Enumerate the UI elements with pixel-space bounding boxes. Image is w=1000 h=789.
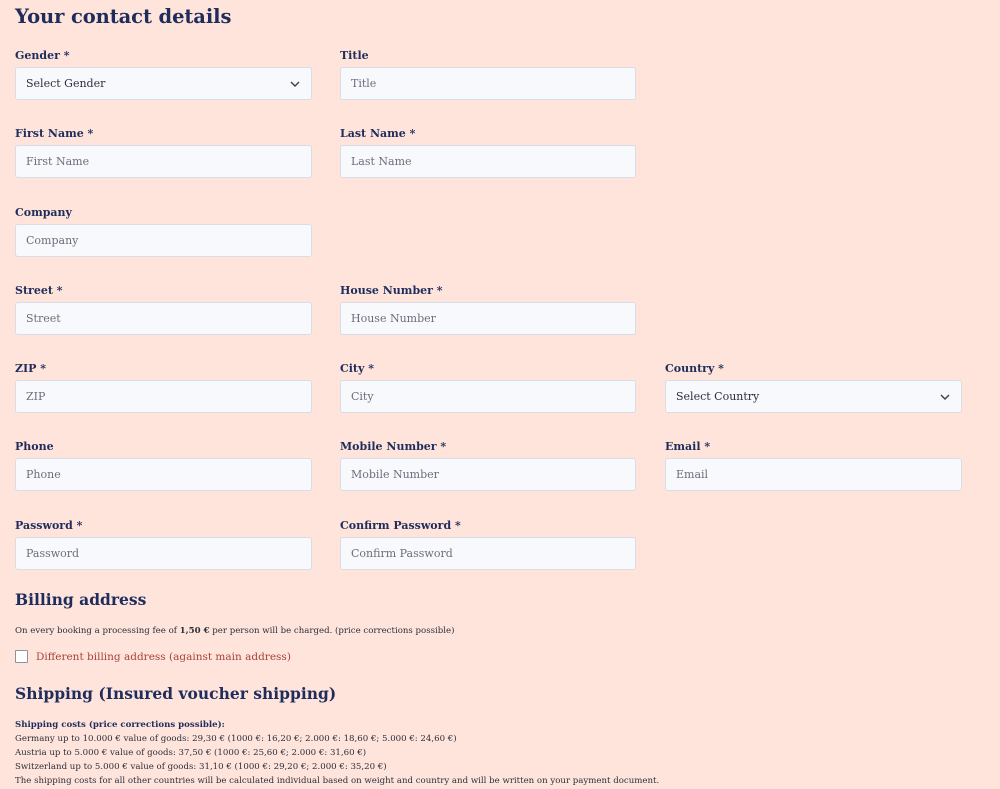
gender-select[interactable]: [15, 67, 312, 100]
last-name-label: Last Name *: [340, 127, 416, 140]
phone-label: Phone: [15, 440, 54, 453]
city-input[interactable]: [340, 380, 636, 413]
mobile-field: [340, 439, 636, 493]
password-label: Password *: [15, 519, 83, 532]
processing-fee-note: [15, 626, 454, 636]
phone-field: [15, 439, 312, 493]
fee-suffix: per person will be charged. (price corrections possible): [209, 626, 455, 636]
zip-input[interactable]: [15, 380, 312, 413]
house-number-input[interactable]: [340, 302, 636, 335]
zip-label: ZIP *: [15, 362, 47, 375]
email-field: [665, 439, 962, 493]
gender-select-value: Select Gender: [26, 77, 106, 90]
city-label: City *: [340, 362, 374, 375]
country-select[interactable]: [665, 380, 962, 413]
chevron-down-icon: [289, 78, 301, 90]
gender-field: [15, 48, 312, 102]
billing-heading: Billing address: [15, 590, 147, 609]
mobile-label: Mobile Number *: [340, 440, 447, 453]
street-input[interactable]: [15, 302, 312, 335]
company-label: Company: [15, 206, 72, 219]
country-field: [665, 361, 962, 415]
company-input[interactable]: [15, 224, 312, 257]
house-number-field: [340, 283, 636, 337]
country-select-value: Select Country: [676, 390, 760, 403]
city-field: [340, 361, 636, 415]
title-field: [340, 48, 636, 102]
fee-amount: 1,50 €: [179, 626, 210, 636]
confirm-password-field: [340, 518, 636, 572]
different-billing-address-checkbox[interactable]: [15, 650, 28, 663]
house-number-label: House Number *: [340, 284, 443, 297]
shipping-line-germany: Germany up to 10.000 € value of goods: 29,30 € (1000 €: 16,20 €; 2.000 €: 18,60 €; 5.000 €: 24,60 €): [15, 734, 457, 744]
last-name-field: [340, 126, 636, 180]
page-title: Your contact details: [15, 5, 232, 28]
email-input[interactable]: [665, 458, 962, 491]
shipping-line-austria: Austria up to 5.000 € value of goods: 37,50 € (1000 €: 25,60 €; 2.000 €: 31,60 €): [15, 748, 367, 758]
country-label: Country *: [665, 362, 724, 375]
company-field: [15, 205, 312, 259]
shipping-line-switzerland: Switzerland up to 5.000 € value of goods: 31,10 € (1000 €: 29,20 €; 2.000 €: 35,20 €): [15, 762, 387, 772]
shipping-costs-heading: Shipping costs (price corrections possible):: [15, 720, 225, 730]
confirm-password-label: Confirm Password *: [340, 519, 461, 532]
first-name-input[interactable]: [15, 145, 312, 178]
street-label: Street *: [15, 284, 63, 297]
email-label: Email *: [665, 440, 711, 453]
password-field: [15, 518, 312, 572]
title-label: Title: [340, 49, 369, 62]
title-input[interactable]: [340, 67, 636, 100]
different-billing-address-label: Different billing address (against main address): [36, 650, 291, 663]
confirm-password-input[interactable]: [340, 537, 636, 570]
password-input[interactable]: [15, 537, 312, 570]
zip-field: [15, 361, 312, 415]
last-name-input[interactable]: [340, 145, 636, 178]
fee-prefix: On every booking a processing fee of: [15, 626, 180, 636]
chevron-down-icon: [939, 391, 951, 403]
shipping-heading: Shipping (Insured voucher shipping): [15, 684, 337, 703]
phone-input[interactable]: [15, 458, 312, 491]
shipping-line-other-countries: The shipping costs for all other countries will be calculated individual based on weight and country and will be written on your payment document.: [15, 776, 660, 786]
street-field: [15, 283, 312, 337]
first-name-label: First Name *: [15, 127, 94, 140]
different-billing-address-option[interactable]: [15, 650, 291, 663]
mobile-input[interactable]: [340, 458, 636, 491]
first-name-field: [15, 126, 312, 180]
gender-label: Gender *: [15, 49, 70, 62]
